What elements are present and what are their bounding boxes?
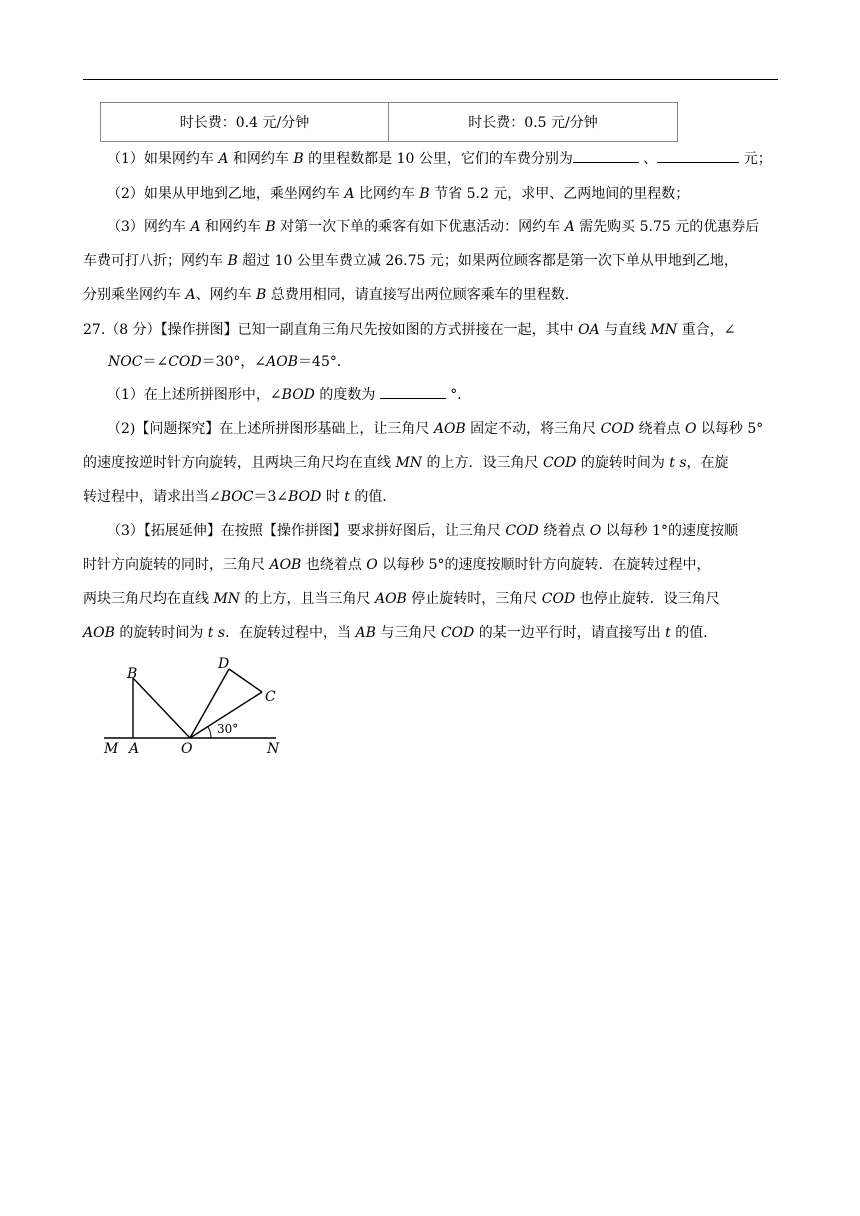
text: ．在旋转过程中，当 (225, 625, 356, 641)
answer-blank[interactable] (657, 148, 739, 163)
label-n: N (267, 741, 280, 757)
var: AB (355, 625, 376, 641)
label-c: C (265, 689, 276, 705)
text: ，在旋 (686, 455, 729, 471)
text: 元； (739, 151, 772, 167)
text: ＝45°． (298, 354, 351, 370)
label-b: B (127, 666, 138, 682)
var: B (419, 186, 430, 202)
var: A (218, 151, 229, 167)
text: 分别乘坐网约车 (83, 287, 186, 303)
q27-part2-line3 (83, 487, 396, 507)
text: 也绕着点 (301, 557, 367, 573)
text: 的某一边平行时，请直接写出 (474, 625, 666, 641)
text: 总费用相同，请直接写出两位顾客乘车的里程数. (266, 287, 570, 303)
var: BOC (220, 489, 254, 505)
var: A (344, 186, 355, 202)
var: A (185, 287, 196, 303)
var: AOB (83, 625, 115, 641)
answer-blank[interactable] (380, 384, 446, 399)
text: 节省 5.2 元，求甲、乙两地间的里程数； (429, 186, 690, 202)
text: ＝30°，∠ (201, 354, 267, 370)
text: 的速度按逆时针方向旋转，且两块三角尺均在直线 (83, 455, 396, 471)
triangle-ruler-figure (100, 652, 290, 762)
text: 对第一次下单的乘客有如下优惠活动：网约车 (275, 219, 565, 235)
label-m: M (104, 741, 119, 757)
var: MN (395, 455, 423, 471)
text: 、 (638, 151, 658, 167)
text: （3）【拓展延伸】在按照【操作拼图】要求拼好图后，让三角尺 (107, 523, 506, 539)
var: MN (650, 322, 678, 338)
q27-part3-line3 (83, 589, 720, 609)
segment-dc (229, 669, 262, 692)
angle-arc (208, 727, 211, 738)
var: BOD (288, 489, 322, 505)
var: COD (168, 354, 202, 370)
var: AOB (269, 557, 302, 573)
table-row (101, 103, 678, 142)
text: 固定不动，将三角尺 (465, 421, 601, 437)
var: B (227, 253, 238, 269)
q26-part3-line2 (83, 251, 738, 271)
var: B (293, 151, 304, 167)
var: O (589, 523, 602, 539)
text: 需先购买 5.75 元的优惠券后 (574, 219, 760, 235)
text: 的里程数都是 10 公里，它们的车费分别为 (303, 151, 573, 167)
fee-cell-a: 时长费：0.4 元/分钟 (101, 103, 389, 142)
text: 车费可打八折；网约车 (83, 253, 228, 269)
label-d: D (218, 656, 230, 672)
q27-part2-line1 (107, 419, 763, 439)
var: AOB (374, 591, 407, 607)
text: 超过 10 公里车费立减 26.75 元；如果两位顾客都是第一次下单从甲地到乙地， (237, 253, 738, 269)
q27-part2-line2 (83, 453, 729, 473)
text: ＝3∠ (253, 489, 289, 505)
var: t (665, 625, 671, 641)
text: 以每秒 1°的速度按顺 (601, 523, 738, 539)
text: （1）如果网约车 (107, 151, 219, 167)
text: 绕着点 (634, 421, 685, 437)
label-o: O (181, 741, 193, 757)
var: OA (578, 322, 600, 338)
text: 的值． (349, 489, 397, 505)
var: t s (669, 455, 687, 471)
var: NOC (108, 354, 143, 370)
q27-part1 (107, 384, 471, 405)
var: COD (542, 455, 577, 471)
text: 27.（8 分）【操作拼图】已知一副直角三角尺先按如图的方式拼接在一起，其中 (83, 322, 579, 338)
q27-part3-line2 (83, 555, 711, 575)
text: 停止旋转时，三角尺 (406, 591, 542, 607)
answer-blank[interactable] (573, 148, 639, 163)
text: °． (445, 387, 472, 403)
q26-part3-line3 (83, 285, 569, 305)
text: 、网约车 (195, 287, 257, 303)
text: ＝∠ (142, 354, 169, 370)
text: 以每秒 5°的速度按顺时针方向旋转．在旋转过程中， (377, 557, 711, 573)
var: A (190, 219, 201, 235)
text: 和网约车 (200, 219, 266, 235)
var: A (564, 219, 575, 235)
text: 也停止旋转．设三角尺 (575, 591, 720, 607)
segment-bo (133, 678, 190, 738)
label-a: A (129, 741, 140, 757)
var: t (344, 489, 350, 505)
text: 绕着点 (538, 523, 590, 539)
text: 的旋转时间为 (576, 455, 670, 471)
text: 的值． (670, 625, 718, 641)
var: AOB (433, 421, 466, 437)
fee-cell-b: 时长费：0.5 元/分钟 (389, 103, 678, 142)
text: （2）如果从甲地到乙地，乘坐网约车 (107, 186, 345, 202)
text: 两块三角尺均在直线 (83, 591, 214, 607)
text: 转过程中，请求出当∠ (83, 489, 221, 505)
text: 的度数为 (314, 387, 380, 403)
var: COD (505, 523, 539, 539)
q26-part2 (107, 184, 689, 204)
text: （2)【问题探究】在上述所拼图形基础上，让三角尺 (107, 421, 434, 437)
var: BOD (281, 387, 315, 403)
text: 和网约车 (228, 151, 294, 167)
text: 与直线 (599, 322, 651, 338)
var: MN (213, 591, 241, 607)
text: 的上方．设三角尺 (422, 455, 543, 471)
text: 比网约车 (354, 186, 420, 202)
text: 的旋转时间为 (114, 625, 208, 641)
q27-stem-line2 (108, 352, 351, 372)
angle-label: 30° (217, 722, 239, 736)
q27-stem-line1 (83, 320, 735, 340)
q26-part3-line1 (107, 217, 759, 237)
var: O (366, 557, 378, 573)
var: AOB (266, 354, 299, 370)
q26-part1 (107, 148, 772, 169)
var: t s (207, 625, 226, 641)
text: （3）网约车 (107, 219, 191, 235)
var: B (265, 219, 276, 235)
var: COD (600, 421, 635, 437)
q27-part3-line1 (107, 521, 738, 541)
text: 与三角尺 (375, 625, 441, 641)
text: 时 (321, 489, 345, 505)
fee-table (100, 102, 678, 142)
var: O (684, 421, 697, 437)
text: 重合，∠ (677, 322, 736, 338)
var: B (256, 287, 267, 303)
var: COD (541, 591, 576, 607)
var: COD (440, 625, 475, 641)
text: （1）在上述所拼图形中，∠ (107, 387, 282, 403)
text: 以每秒 5° (696, 421, 764, 437)
q27-part3-line4 (83, 623, 717, 643)
header-rule (83, 79, 778, 80)
text: 时针方向旋转的同时，三角尺 (83, 557, 270, 573)
text: 的上方，且当三角尺 (240, 591, 375, 607)
